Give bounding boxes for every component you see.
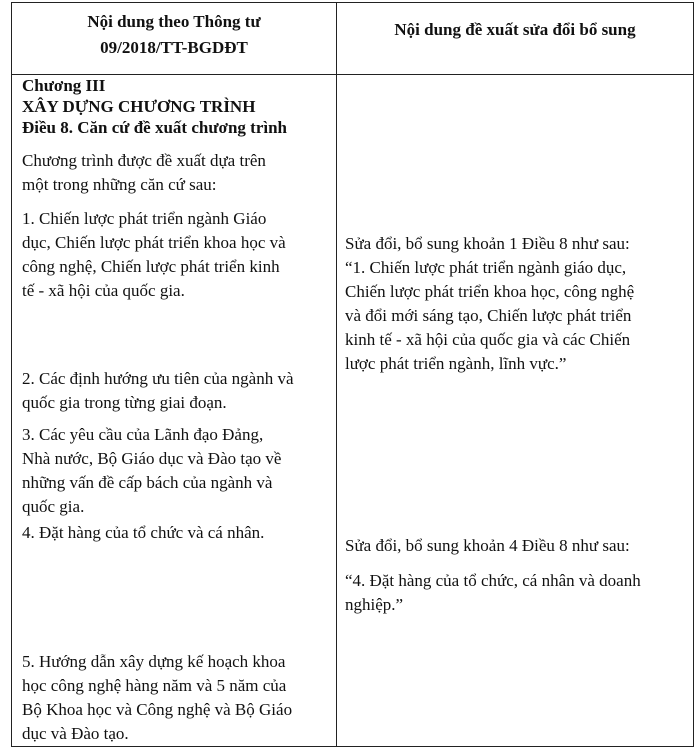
comparison-table (11, 2, 694, 747)
clause-1: 1. Chiến lược phát triển ngành Giáo dục, Chiến lược phát triển khoa học và công nghệ, Chiến lược phát triển kinh tế - xã hội của quốc gia. (22, 209, 286, 300)
clause-5: 5. Hướng dẫn xây dựng kế hoạch khoa học công nghệ hàng năm và 5 năm của Bộ Khoa học và Công nghệ và Bộ Giáo dục và Đào tạo. (22, 652, 293, 743)
column-divider (336, 3, 337, 746)
clause-4: 4. Đặt hàng của tổ chức và cá nhân. (22, 523, 265, 542)
amendment-clause-4: Sửa đổi, bổ sung khoản 4 Điều 8 như sau: (345, 536, 630, 555)
header-proposed-content: Nội dung đề xuất sửa đổi bổ sung (394, 20, 636, 39)
amendment-clause-1: Sửa đổi, bổ sung khoản 1 Điều 8 như sau: “1. Chiến lược phát triển ngành giáo dục, Chiến lược phát triển khoa học, công nghệ và đổi mới sáng tạo, Chiến lược phát triển kinh tế - xã hội của quốc gia và các Chiến lược phát triển ngành, lĩnh vực.” (345, 234, 635, 373)
amendment-clause-4-text: “4. Đặt hàng của tổ chức, cá nhân và doanh nghiệp.” (345, 571, 641, 614)
chapter-heading: Chương III XÂY DỰNG CHƯƠNG TRÌNH Điều 8. Căn cứ đề xuất chương trình (22, 76, 288, 137)
article-intro: Chương trình được đề xuất dựa trên một trong những căn cứ sau: (22, 151, 266, 194)
clause-2: 2. Các định hướng ưu tiên của ngành và quốc gia trong từng giai đoạn. (22, 369, 294, 412)
clause-3: 3. Các yêu cầu của Lãnh đạo Đảng, Nhà nước, Bộ Giáo dục và Đào tạo về những vấn đề cấp bách của ngành và quốc gia. (22, 425, 282, 516)
header-current-content: Nội dung theo Thông tư 09/2018/TT-BGDĐT (87, 12, 261, 57)
